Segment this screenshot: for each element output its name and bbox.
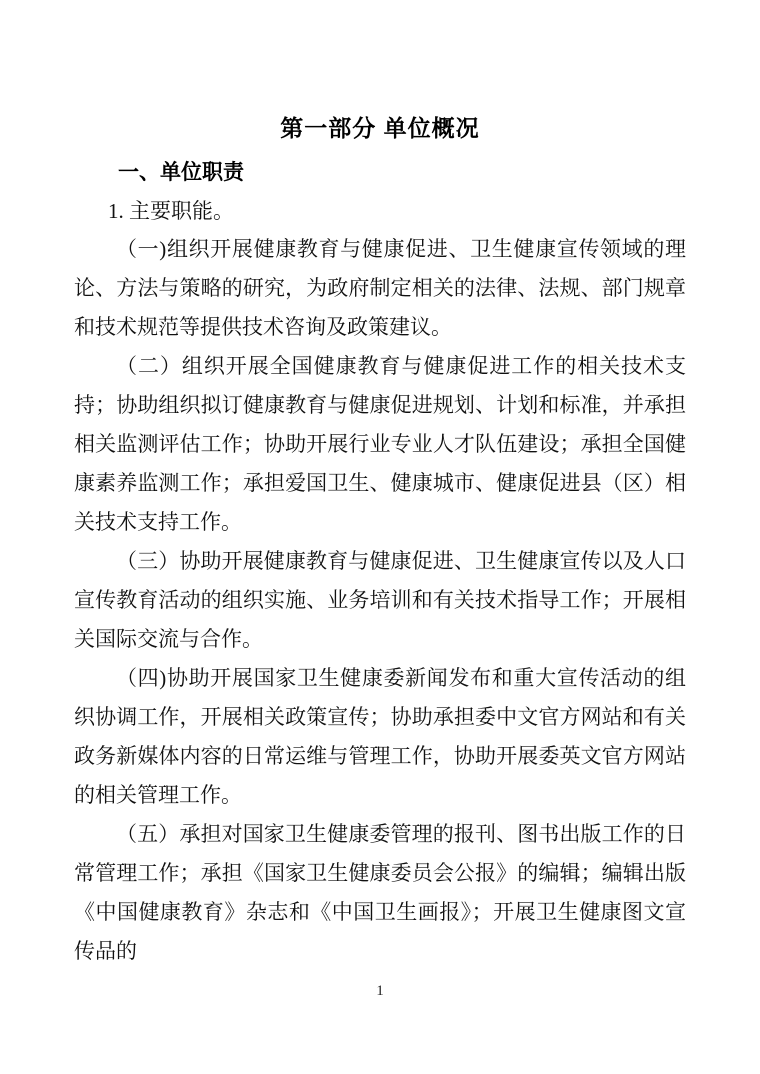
sub-heading: 1. 主要职能。 <box>108 199 234 223</box>
paragraph-1: （一)组织开展健康教育与健康促进、卫生健康宣传领域的理论、方法与策略的研究，为政府制定相关的法律、法规、部门规章和技术规范等提供技术咨询及政策建议。 <box>74 237 686 339</box>
paragraph-3: （三）协助开展健康教育与健康促进、卫生健康宣传以及人口宣传教育活动的组织实施、业务培训和有关技术指导工作；开展相关国际交流与合作。 <box>74 549 686 651</box>
paragraph-2: （二）组织开展全国健康教育与健康促进工作的相关技术支持；协助组织拟订健康教育与健康促进规划、计划和标准，并承担相关监测评估工作；协助开展行业专业人才队伍建设；承担全国健康素养监测工作；承担爱国卫生、健康城市、健康促进县（区）相关技术支持工作。 <box>74 354 686 534</box>
document-content <box>74 0 686 971</box>
page-number: 1 <box>376 983 384 999</box>
paragraph-4: （四)协助开展国家卫生健康委新闻发布和重大宣传活动的组织协调工作，开展相关政策宣传；协助承担委中文官方网站和有关政务新媒体内容的日常运维与管理工作，协助开展委英文官方网站的相关管理工作。 <box>74 666 686 807</box>
paragraph-5: （五）承担对国家卫生健康委管理的报刊、图书出版工作的日常管理工作；承担《国家卫生健康委员会公报》的编辑；编辑出版《中国健康教育》杂志和《中国卫生画报》；开展卫生健康图文宣传品的 <box>74 822 686 963</box>
body-paragraphs <box>74 230 686 971</box>
page-title: 第一部分 单位概况 <box>280 115 480 141</box>
section-heading: 一、单位职责 <box>118 161 244 184</box>
